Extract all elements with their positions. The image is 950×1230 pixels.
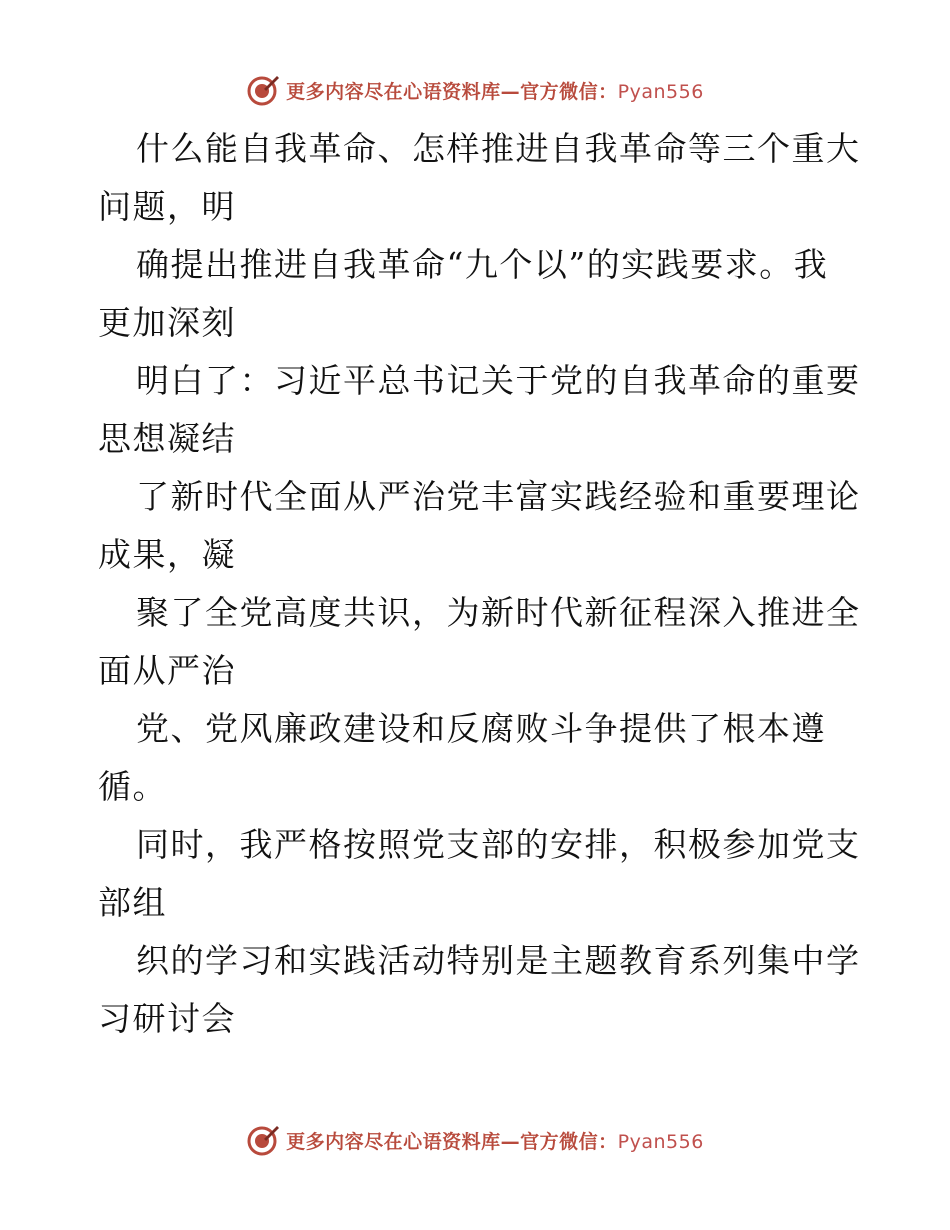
header-banner — [0, 70, 950, 110]
text-line: 了新时代全面从严治党丰富实践经验和重要理论 — [136, 477, 861, 516]
banner-text: 更多内容尽在心语资料库—官方微信：Pyan556 — [286, 1130, 704, 1153]
banner-text: 更多内容尽在心语资料库—官方微信：Pyan556 — [286, 80, 704, 103]
document-body — [98, 120, 861, 1048]
text-line: 什么能自我革命、怎样推进自我革命等三个重大 — [136, 129, 861, 168]
wechat-account: Pyan556 — [617, 80, 704, 103]
text-line: 成果，凝 — [98, 535, 236, 574]
pen-logo-icon — [246, 73, 280, 107]
wechat-account: Pyan556 — [617, 1130, 704, 1153]
text-line: 面从严治 — [98, 651, 236, 690]
pen-logo-icon — [246, 1123, 280, 1157]
text-line: 习研讨会 — [98, 999, 236, 1038]
text-line: 聚了全党高度共识，为新时代新征程深入推进全 — [136, 593, 861, 632]
text-line: 确提出推进自我革命“九个以”的实践要求。我 — [136, 245, 829, 284]
text-line: 织的学习和实践活动特别是主题教育系列集中学 — [136, 941, 861, 980]
text-line: 更加深刻 — [98, 303, 236, 342]
footer-banner — [0, 1120, 950, 1160]
text-line: 问题，明 — [98, 187, 236, 226]
text-line: 循。 — [98, 767, 167, 806]
text-line: 党、党风廉政建设和反腐败斗争提供了根本遵 — [136, 709, 826, 748]
text-line: 同时，我严格按照党支部的安排，积极参加党支 — [136, 825, 861, 864]
text-line: 部组 — [98, 883, 167, 922]
text-line: 明白了：习近平总书记关于党的自我革命的重要 — [136, 361, 861, 400]
text-line: 思想凝结 — [98, 419, 236, 458]
